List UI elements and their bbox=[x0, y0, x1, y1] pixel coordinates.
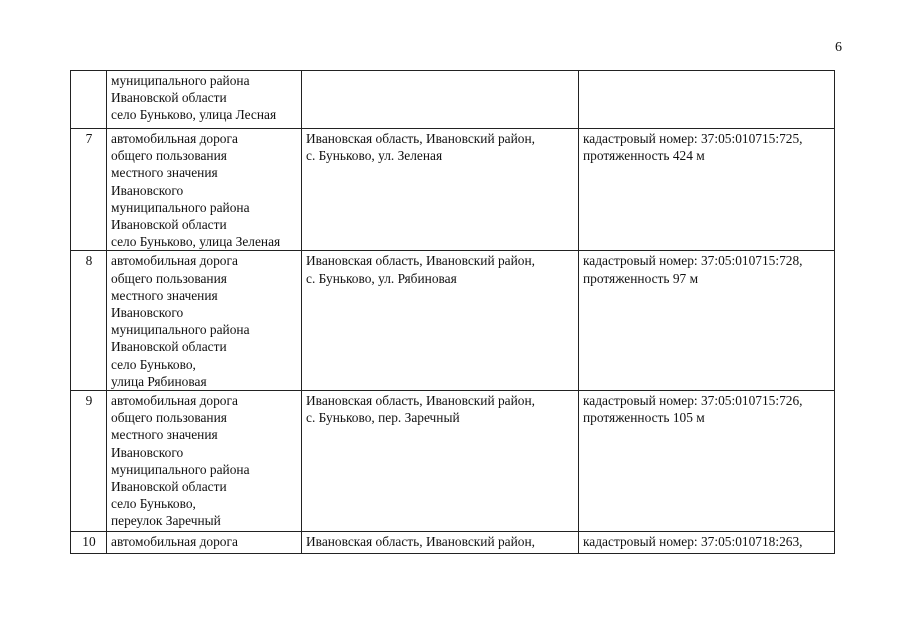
road-name-line: местного значения bbox=[111, 427, 218, 443]
road-name-line: автомобильная дорога bbox=[111, 534, 238, 550]
road-name-line: Ивановской области bbox=[111, 479, 227, 495]
road-name-line: муниципального района bbox=[111, 322, 250, 338]
page-number: 6 bbox=[835, 40, 842, 55]
road-name-line: местного значения bbox=[111, 165, 218, 181]
road-name-line: Ивановской области bbox=[111, 90, 227, 106]
road-name-cell bbox=[107, 532, 302, 554]
table-row bbox=[71, 71, 835, 129]
address-cell bbox=[302, 129, 579, 251]
row-number: 8 bbox=[71, 251, 107, 391]
table-row bbox=[71, 391, 835, 532]
cadastral-info-cell bbox=[579, 251, 835, 391]
address-line: Ивановская область, Ивановский район, bbox=[306, 253, 535, 269]
cadastral-number: кадастровый номер: 37:05:010715:728, bbox=[583, 253, 803, 269]
road-name-line: автомобильная дорога bbox=[111, 253, 238, 269]
road-name-line: село Буньково, улица Зеленая bbox=[111, 234, 281, 250]
road-name-line: общего пользования bbox=[111, 270, 227, 286]
cadastral-info-cell bbox=[579, 129, 835, 251]
cadastral-number: кадастровый номер: 37:05:010718:263, bbox=[583, 534, 803, 550]
cadastral-number: кадастровый номер: 37:05:010715:726, bbox=[583, 393, 803, 409]
address-line: Ивановская область, Ивановский район, bbox=[306, 393, 535, 409]
row-number: 9 bbox=[71, 391, 107, 532]
road-name-cell bbox=[107, 129, 302, 251]
road-name-line: Ивановского bbox=[111, 182, 184, 198]
address-line: с. Буньково, ул. Рябиновая bbox=[306, 270, 457, 286]
road-length: протяженность 97 м bbox=[583, 270, 699, 286]
address-line: Ивановская область, Ивановский район, bbox=[306, 534, 535, 550]
table-row bbox=[71, 532, 835, 554]
road-name-line: общего пользования bbox=[111, 410, 227, 426]
road-name-line: Ивановской области bbox=[111, 339, 227, 355]
road-name-cell bbox=[107, 251, 302, 391]
cadastral-info-cell bbox=[579, 391, 835, 532]
row-number: 10 bbox=[71, 532, 107, 554]
road-registry-table bbox=[70, 70, 835, 554]
road-name-line: Ивановской области bbox=[111, 217, 227, 233]
road-length: протяженность 105 м bbox=[583, 410, 705, 426]
road-name-line: переулок Заречный bbox=[111, 513, 221, 529]
address-cell bbox=[302, 391, 579, 532]
road-name-line: общего пользования bbox=[111, 148, 227, 164]
address-cell bbox=[302, 251, 579, 391]
cadastral-number: кадастровый номер: 37:05:010715:725, bbox=[583, 131, 803, 146]
road-name-line: муниципального района bbox=[111, 199, 250, 215]
road-name-line: Ивановского bbox=[111, 305, 184, 321]
road-name-cell bbox=[107, 71, 302, 129]
cadastral-info-cell bbox=[579, 532, 835, 554]
road-name-line: улица Рябиновая bbox=[111, 373, 207, 389]
table-row bbox=[71, 129, 835, 251]
address-cell bbox=[302, 71, 579, 129]
road-name-line: автомобильная дорога bbox=[111, 393, 238, 409]
address-line: с. Буньково, ул. Зеленая bbox=[306, 148, 443, 164]
road-name-line: Ивановского bbox=[111, 444, 184, 460]
address-line: Ивановская область, Ивановский район, bbox=[306, 131, 535, 146]
row-number: 7 bbox=[71, 129, 107, 251]
road-name-line: село Буньково, bbox=[111, 496, 196, 512]
row-number bbox=[71, 71, 107, 129]
road-name-line: село Буньково, улица Лесная bbox=[111, 107, 277, 123]
address-line: с. Буньково, пер. Заречный bbox=[306, 410, 460, 426]
road-name-line: местного значения bbox=[111, 287, 218, 303]
road-name-line: муниципального района bbox=[111, 73, 250, 88]
road-length: протяженность 424 м bbox=[583, 148, 705, 164]
table-row bbox=[71, 251, 835, 391]
road-name-line: село Буньково, bbox=[111, 356, 196, 372]
road-name-cell bbox=[107, 391, 302, 532]
address-cell bbox=[302, 532, 579, 554]
cadastral-info-cell bbox=[579, 71, 835, 129]
road-name-line: автомобильная дорога bbox=[111, 131, 238, 146]
road-name-line: муниципального района bbox=[111, 461, 250, 477]
